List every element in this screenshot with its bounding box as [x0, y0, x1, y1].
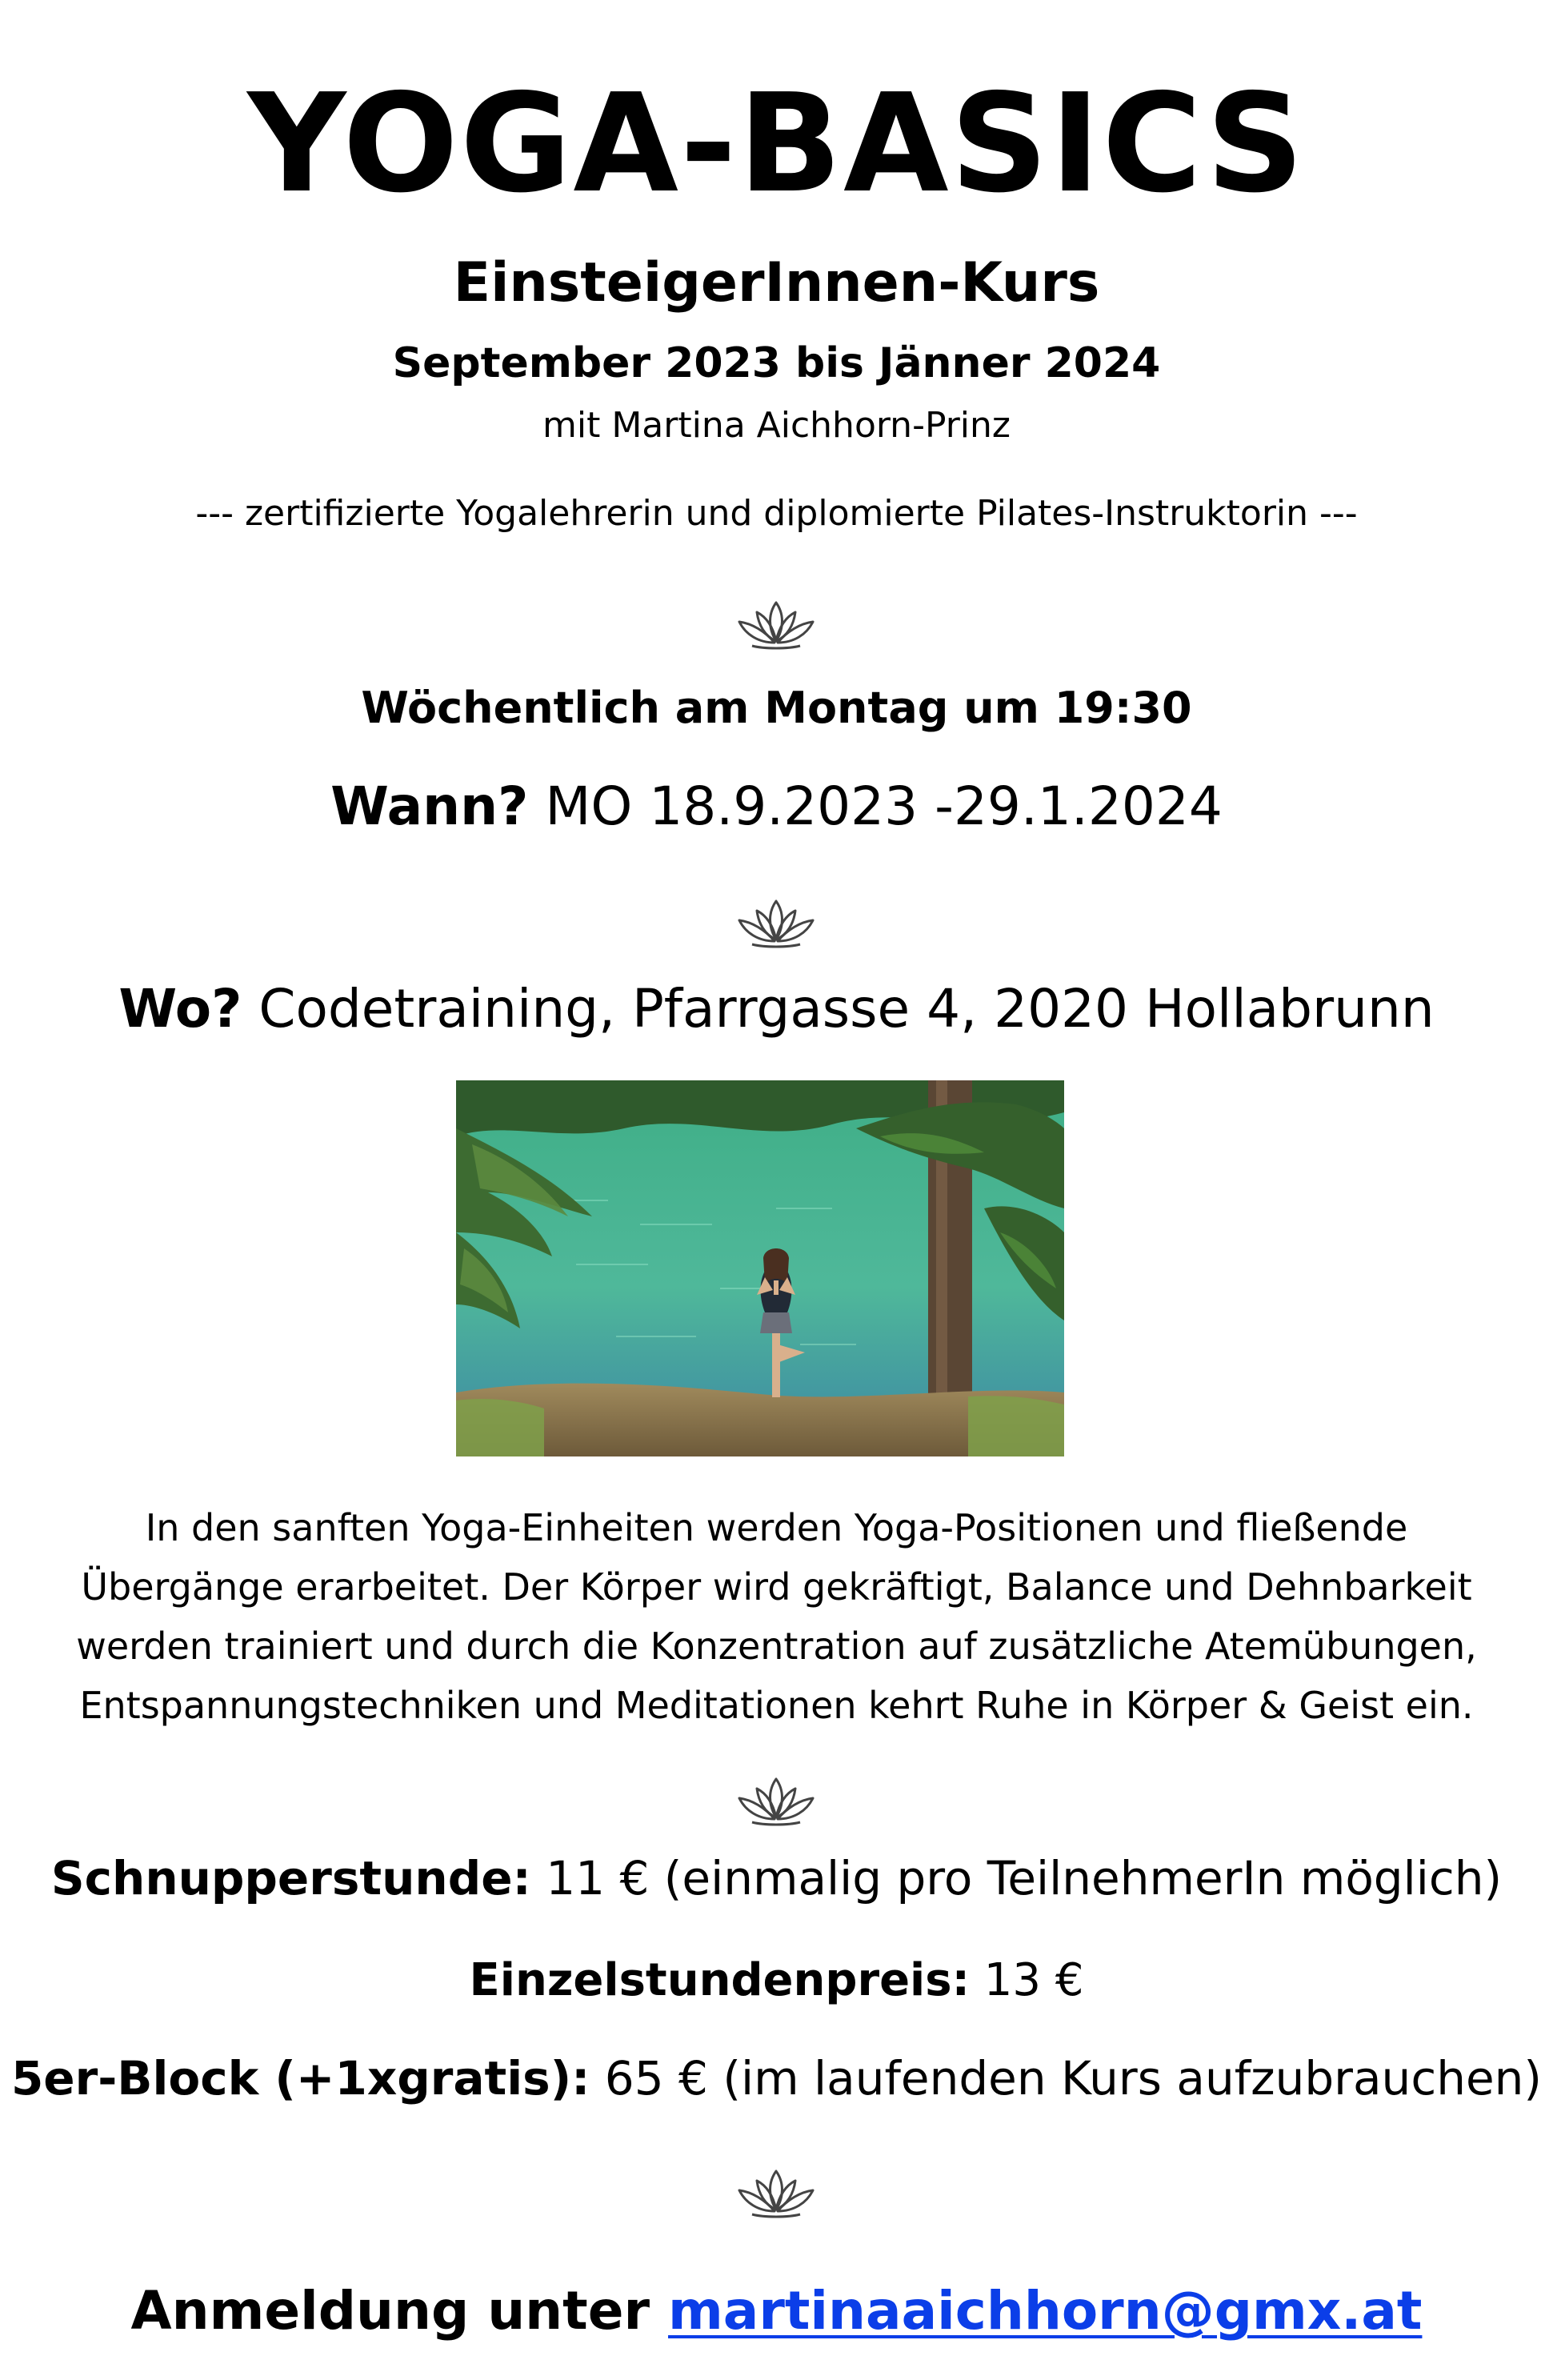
where-line [0, 978, 1553, 1040]
when-line [0, 775, 1553, 837]
description-line: Entspannungstechniken und Meditationen kehrt Ruhe in Körper & Geist ein. [79, 1684, 1474, 1727]
description-line: Übergänge erarbeitet. Der Körper wird gekräftigt, Balance und Dehnbarkeit [81, 1565, 1472, 1609]
lotus-icon [728, 1773, 824, 1829]
price-block-label: 5er-Block (+1xgratis): [10, 2051, 590, 2106]
description-line: werden trainiert und durch die Konzentration auf zusätzliche Atemübungen, [76, 1625, 1477, 1668]
teacher-certification: --- zertifizierte Yogalehrerin und diplomierte Pilates-Instruktorin --- [195, 493, 1358, 534]
course-dates: September 2023 bis Jänner 2024 [392, 339, 1161, 387]
price-trial [0, 1851, 1553, 1905]
weekly-schedule: Wöchentlich am Montag um 19:30 [361, 683, 1192, 733]
signup-line [0, 2280, 1553, 2342]
price-trial-value: 11 € (einmalig pro TeilnehmerIn möglich) [546, 1851, 1503, 1905]
lotus-icon [728, 596, 824, 652]
page-title: YOGA-BASICS [247, 65, 1306, 223]
price-single-value: 13 € [983, 1954, 1084, 2006]
where-label: Wo? [118, 978, 242, 1040]
where-value: Codetraining, Pfarrgasse 4, 2020 Hollabrunn [258, 978, 1435, 1040]
course-subtitle: EinsteigerInnen-Kurs [453, 251, 1100, 315]
when-value: MO 18.9.2023 -29.1.2024 [545, 775, 1223, 837]
price-single [0, 1954, 1553, 2006]
when-label: Wann? [330, 775, 529, 837]
lotus-icon [728, 2165, 824, 2221]
price-block-value: 65 € (im laufenden Kurs aufzubrauchen) [604, 2051, 1543, 2106]
lotus-icon [728, 895, 824, 951]
price-single-label: Einzelstundenpreis: [469, 1954, 970, 2006]
course-description [24, 1498, 1529, 1735]
price-trial-label: Schnupperstunde: [50, 1851, 531, 1905]
teacher-name: mit Martina Aichhorn-Prinz [542, 405, 1011, 446]
description-line: In den sanften Yoga-Einheiten werden Yoga-Positionen und fließende [145, 1506, 1408, 1549]
signup-label: Anmeldung unter [130, 2280, 650, 2342]
signup-email-link[interactable]: martinaaichhorn@gmx.at [668, 2280, 1423, 2342]
yoga-photo [456, 1080, 1064, 1456]
price-block [0, 2051, 1553, 2106]
